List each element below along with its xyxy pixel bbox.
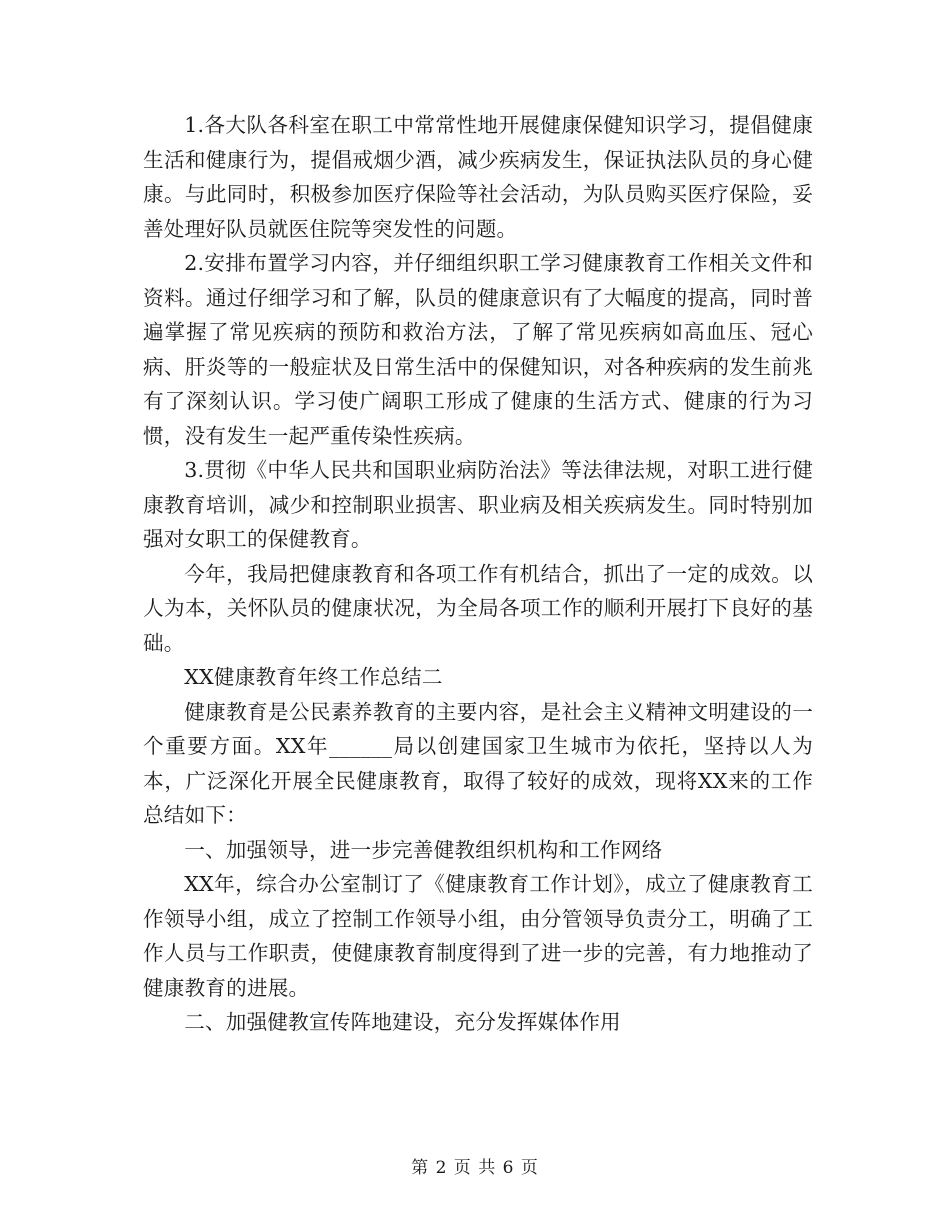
paragraph-section-1: XX年，综合办公室制订了《健康教育工作计划》，成立了健康教育工作领导小组，成立了控制工作领导小组，由分管领导负责分工，明确了工作人员与工作职责，使健康教育制度得到了进一步的完善，有力地推动了健康教育的进展。 — [143, 872, 813, 1000]
document-body — [143, 108, 813, 1040]
section-heading-2: 二、加强健教宣传阵地建设，充分发挥媒体作用 — [184, 1010, 621, 1034]
page-number-footer: 第 2 页 共 6 页 — [411, 1158, 539, 1178]
section-heading-1: 一、加强领导，进一步完善健教组织机构和工作网络 — [184, 837, 663, 862]
section-title: XX健康教育年终工作总结二 — [184, 665, 443, 689]
paragraph-item-1: 1.各大队各科室在职工中常常性地开展健康保健知识学习，提倡健康生活和健康行为，提倡戒烟少酒，减少疾病发生，保证执法队员的身心健康。与此同时，积极参加医疗保险等社会活动，为队员购买医疗保险，妥善处理好队员就医住院等突发性的问题。 — [143, 113, 813, 241]
paragraph-item-2: 2.安排布置学习内容，并仔细组织职工学习健康教育工作相关文件和资料。通过仔细学习和了解，队员的健康意识有了大幅度的提高，同时普遍掌握了常见疾病的预防和救治方法，了解了常见疾病如高血压、冠心病、肝炎等的一般症状及日常生活中的保健知识，对各种疾病的发生前兆有了深刻认识。学习使广阔职工形成了健康的生活方式、健康的行为习惯，没有发生一起严重传染性疾病。 — [143, 251, 813, 448]
paragraph-item-3: 3.贯彻《中华人民共和国职业病防治法》等法律法规，对职工进行健康教育培训，减少和控制职业损害、职业病及相关疾病发生。同时特别加强对女职工的保健教育。 — [143, 458, 813, 551]
paragraph-summary: 今年，我局把健康教育和各项工作有机结合，抓出了一定的成效。以人为本，关怀队员的健康状况，为全局各项工作的顺利开展打下良好的基础。 — [143, 561, 813, 655]
paragraph-intro: 健康教育是公民素养教育的主要内容，是社会主义精神文明建设的一个重要方面。XX年______局以创建国家卫生城市为依托，坚持以人为本，广泛深化开展全民健康教育，取得了较好的成效，现将XX来的工作总结如下： — [143, 699, 813, 827]
